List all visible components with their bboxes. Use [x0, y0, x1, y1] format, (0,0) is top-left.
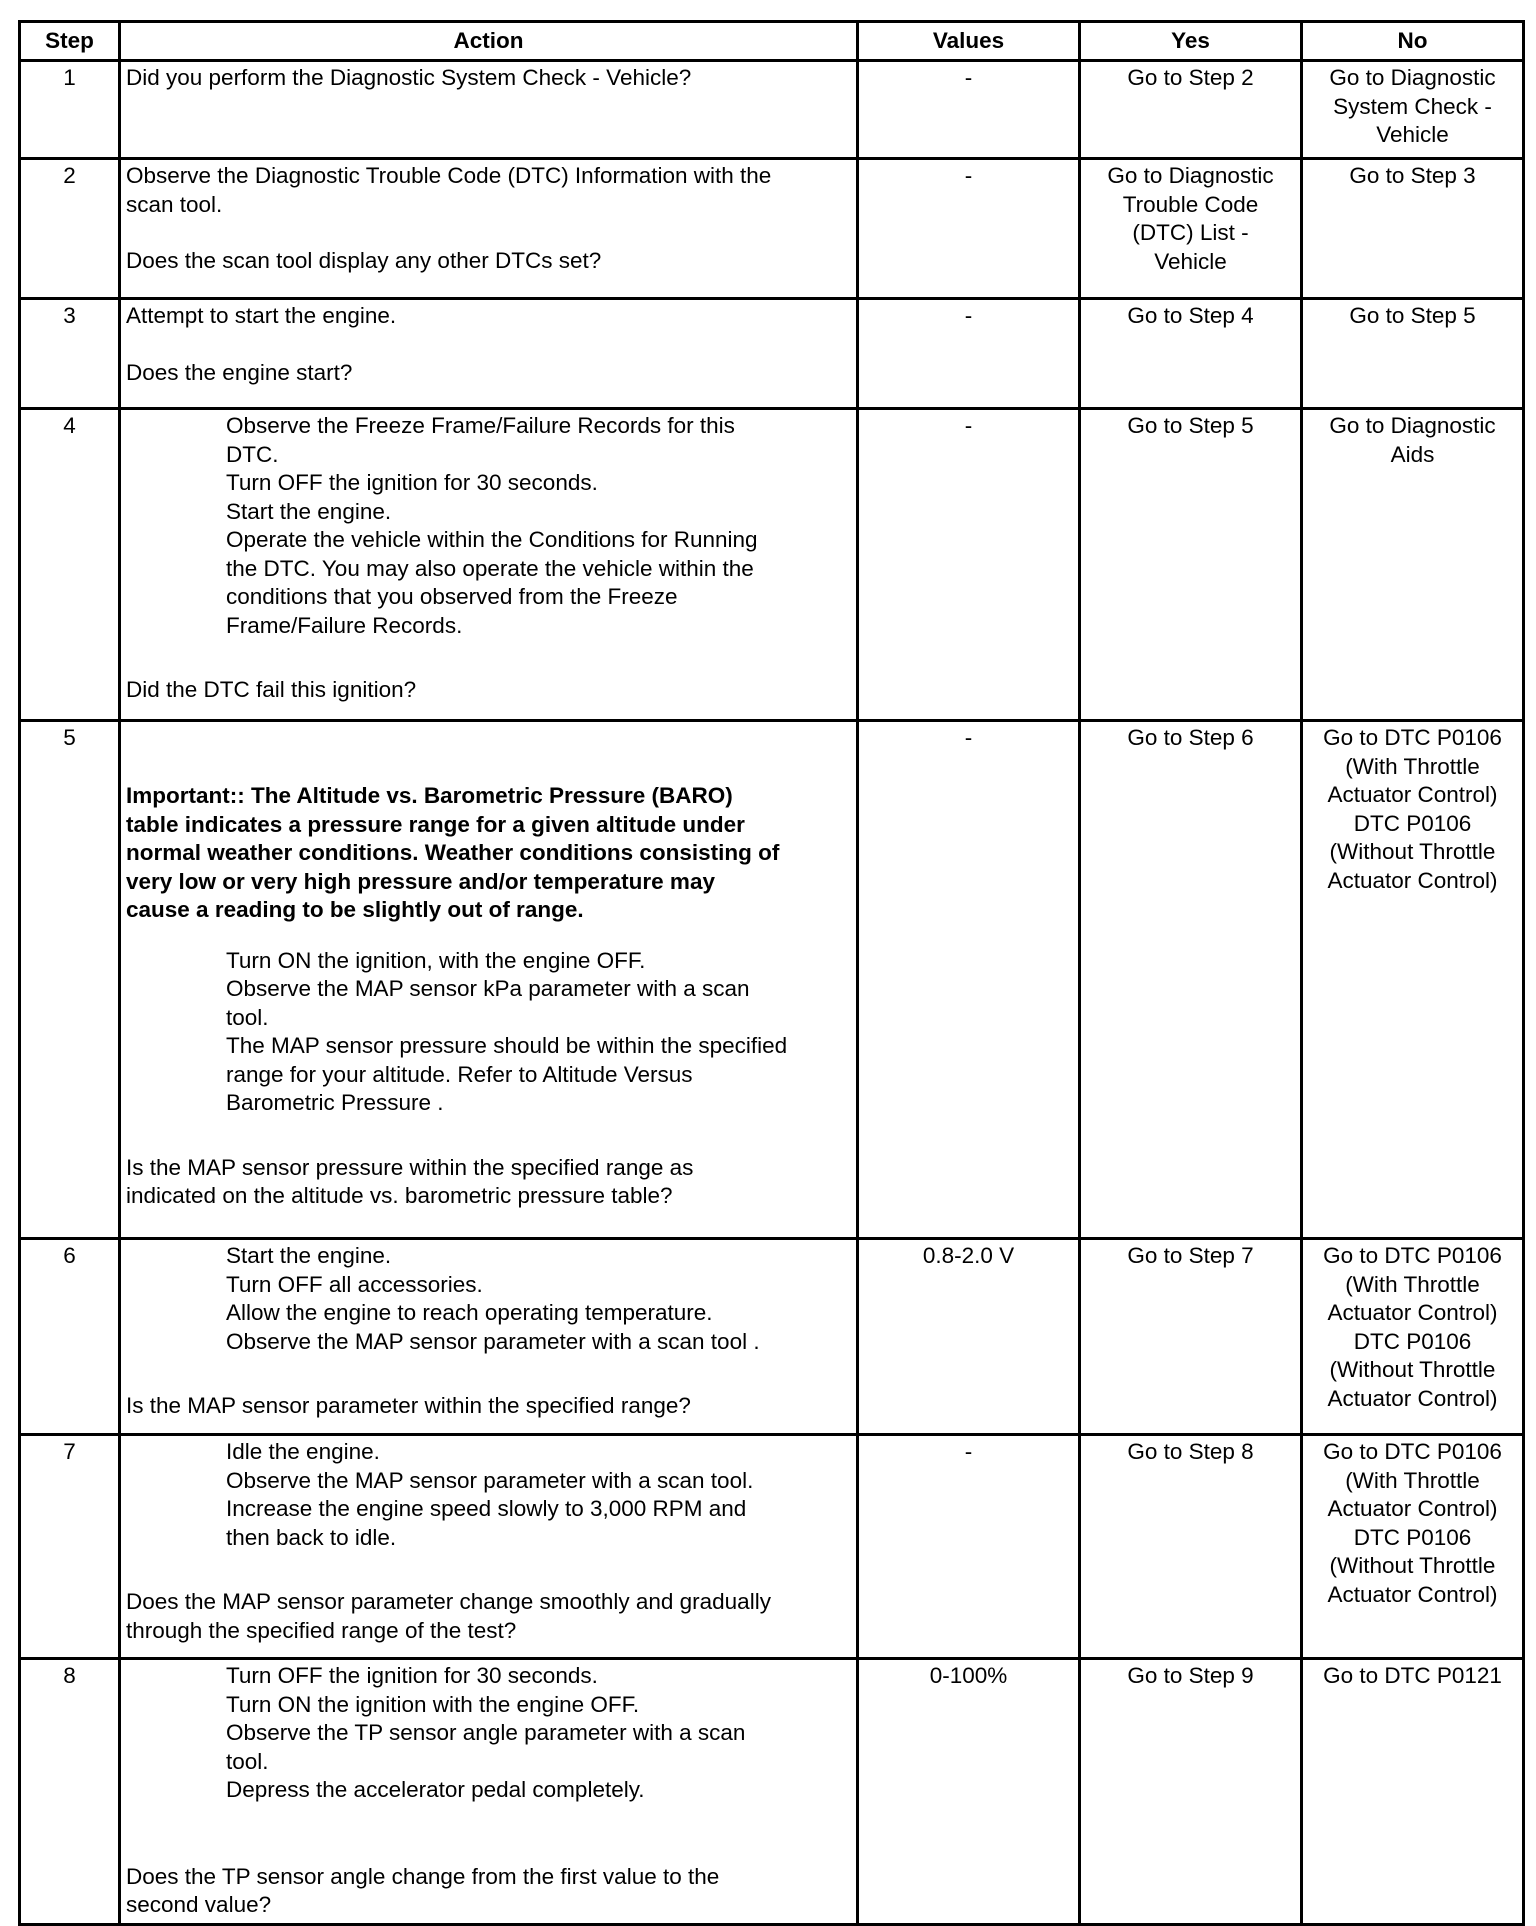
diagnostic-table [18, 20, 1525, 1926]
no-cell: Go to Step 3 [1302, 159, 1524, 299]
action-line: Barometric Pressure . [226, 1090, 444, 1115]
header-values: Values [858, 22, 1080, 61]
action-line: tool. [226, 1004, 269, 1030]
action-line: Turn OFF the ignition for 30 seconds. [226, 1663, 598, 1688]
no-line: (With Throttle [1345, 1467, 1480, 1493]
step-number: 4 [20, 409, 120, 721]
action-cell [120, 1659, 858, 1925]
header-yes: Yes [1080, 22, 1302, 61]
action-line: then back to idle. [226, 1524, 397, 1550]
step-number: 8 [20, 1659, 120, 1925]
action-cell [120, 1435, 858, 1659]
no-line: Actuator Control) [1327, 782, 1498, 807]
action-question: Is the MAP sensor parameter within the specified range? [126, 1393, 691, 1418]
yes-cell: Go to Step 4 [1080, 299, 1302, 409]
action-line: Observe the TP sensor angle parameter with a scan [226, 1720, 746, 1745]
table-row [20, 721, 1524, 1239]
values-cell: - [858, 159, 1080, 299]
step-number: 2 [20, 159, 120, 299]
no-line: System Check - [1333, 93, 1492, 119]
action-line: Observe the MAP sensor parameter with a scan tool. [226, 1467, 754, 1493]
action-line: Turn ON the ignition with the engine OFF. [226, 1691, 640, 1717]
action-line: Frame/Failure Records. [226, 612, 463, 638]
action-line: Allow the engine to reach operating temperature. [226, 1300, 713, 1325]
action-question: Does the scan tool display any other DTCs set? [126, 248, 602, 273]
yes-cell: Go to Step 7 [1080, 1239, 1302, 1435]
action-line: Observe the MAP sensor kPa parameter with a scan [226, 976, 750, 1001]
values-cell: - [858, 1435, 1080, 1659]
action-question: Did the DTC fail this ignition? [126, 677, 417, 702]
no-line: DTC P0106 [1353, 1328, 1472, 1354]
no-cell [1302, 1239, 1524, 1435]
header-step: Step [20, 22, 120, 61]
important-line: Important:: The Altitude vs. Barometric Pressure (BARO) [126, 783, 733, 808]
action-line: Increase the engine speed slowly to 3,000 RPM and [226, 1496, 747, 1521]
yes-line: Trouble Code [1122, 191, 1259, 217]
action-line: Observe the Freeze Frame/Failure Records for this [226, 413, 735, 438]
action-line: Observe the Diagnostic Trouble Code (DTC) Information with the [126, 163, 772, 188]
no-cell: Go to Step 5 [1302, 299, 1524, 409]
action-cell [120, 61, 858, 159]
no-cell: Go to DTC P0121 [1302, 1659, 1524, 1925]
table-row [20, 299, 1524, 409]
no-line: Go to DTC P0106 [1323, 725, 1502, 750]
yes-cell: Go to Step 2 [1080, 61, 1302, 159]
table-row [20, 1435, 1524, 1659]
step-number: 1 [20, 61, 120, 159]
no-line: Actuator Control) [1327, 1300, 1498, 1325]
yes-cell: Go to Step 9 [1080, 1659, 1302, 1925]
no-line: Actuator Control) [1327, 1385, 1498, 1411]
action-line: Observe the MAP sensor parameter with a scan tool . [226, 1328, 760, 1354]
no-line: (With Throttle [1345, 753, 1480, 779]
no-line: Actuator Control) [1327, 1581, 1498, 1607]
action-line: The MAP sensor pressure should be within the specified [226, 1033, 788, 1058]
no-line: Actuator Control) [1327, 867, 1498, 893]
no-line: (Without Throttle [1329, 1357, 1496, 1382]
values-cell: - [858, 409, 1080, 721]
action-line: tool. [226, 1748, 269, 1774]
yes-line: Go to Diagnostic [1107, 163, 1274, 188]
action-question: through the specified range of the test? [126, 1617, 517, 1643]
action-question: Does the TP sensor angle change from the first value to the [126, 1863, 720, 1889]
action-line: DTC. [226, 441, 279, 467]
action-question: Does the engine start? [126, 359, 353, 385]
action-cell [120, 409, 858, 721]
action-line: the DTC. You may also operate the vehicle within the [226, 555, 754, 581]
action-question: indicated on the altitude vs. barometric pressure table? [126, 1183, 673, 1208]
values-cell: - [858, 721, 1080, 1239]
no-line: Go to DTC P0106 [1323, 1243, 1502, 1268]
table-row [20, 1659, 1524, 1925]
action-cell [120, 159, 858, 299]
action-line: Operate the vehicle within the Conditions for Running [226, 527, 758, 552]
important-note [126, 782, 851, 925]
action-line: Attempt to start the engine. [126, 303, 397, 328]
action-cell [120, 721, 858, 1239]
action-question: second value? [126, 1892, 272, 1917]
header-row [20, 22, 1524, 61]
action-line: Start the engine. [226, 498, 392, 524]
action-cell [120, 299, 858, 409]
no-line: Actuator Control) [1327, 1496, 1498, 1521]
action-line: Did you perform the Diagnostic System Check - Vehicle? [126, 65, 692, 90]
table-row [20, 159, 1524, 299]
header-action: Action [120, 22, 858, 61]
action-question: Is the MAP sensor pressure within the specified range as [126, 1154, 694, 1180]
values-cell: 0-100% [858, 1659, 1080, 1925]
step-number: 3 [20, 299, 120, 409]
no-cell [1302, 1435, 1524, 1659]
no-line: (Without Throttle [1329, 839, 1496, 864]
action-line: Depress the accelerator pedal completely. [226, 1777, 645, 1802]
header-no: No [1302, 22, 1524, 61]
action-line: range for your altitude. Refer to Altitude Versus [226, 1061, 693, 1087]
yes-cell: Go to Step 8 [1080, 1435, 1302, 1659]
action-line: Turn OFF the ignition for 30 seconds. [226, 470, 598, 495]
no-line: (Without Throttle [1329, 1553, 1496, 1578]
action-line: Start the engine. [226, 1243, 392, 1268]
yes-cell: Go to Step 5 [1080, 409, 1302, 721]
no-line: (With Throttle [1345, 1271, 1480, 1297]
values-cell: - [858, 61, 1080, 159]
no-line: DTC P0106 [1353, 810, 1472, 836]
step-number: 5 [20, 721, 120, 1239]
values-cell: - [858, 299, 1080, 409]
step-number: 7 [20, 1435, 120, 1659]
action-line: Idle the engine. [226, 1439, 380, 1464]
important-line: table indicates a pressure range for a given altitude under [126, 811, 745, 837]
important-line: very low or very high pressure and/or temperature may [126, 868, 715, 894]
no-cell [1302, 409, 1524, 721]
no-cell [1302, 61, 1524, 159]
action-line: Turn ON the ignition, with the engine OFF. [226, 947, 646, 973]
no-line: Go to DTC P0106 [1323, 1439, 1502, 1464]
yes-cell [1080, 159, 1302, 299]
no-line: Vehicle [1376, 122, 1449, 147]
no-cell [1302, 721, 1524, 1239]
action-line: conditions that you observed from the Freeze [226, 584, 678, 609]
action-question: Does the MAP sensor parameter change smoothly and gradually [126, 1589, 771, 1614]
yes-line: (DTC) List - [1132, 220, 1249, 245]
important-line: cause a reading to be slightly out of range. [126, 897, 584, 922]
action-line: scan tool. [126, 191, 223, 217]
yes-cell: Go to Step 6 [1080, 721, 1302, 1239]
action-line: Turn OFF all accessories. [226, 1271, 483, 1297]
table-row [20, 1239, 1524, 1435]
action-cell [120, 1239, 858, 1435]
no-line: Go to Diagnostic [1329, 413, 1496, 438]
no-line: Aids [1390, 441, 1435, 467]
no-line: DTC P0106 [1353, 1524, 1472, 1550]
no-line: Go to Diagnostic [1329, 65, 1496, 90]
table-row [20, 61, 1524, 159]
important-line: normal weather conditions. Weather conditions consisting of [126, 840, 780, 865]
values-cell: 0.8-2.0 V [858, 1239, 1080, 1435]
yes-line: Vehicle [1154, 248, 1227, 274]
step-number: 6 [20, 1239, 120, 1435]
table-row [20, 409, 1524, 721]
